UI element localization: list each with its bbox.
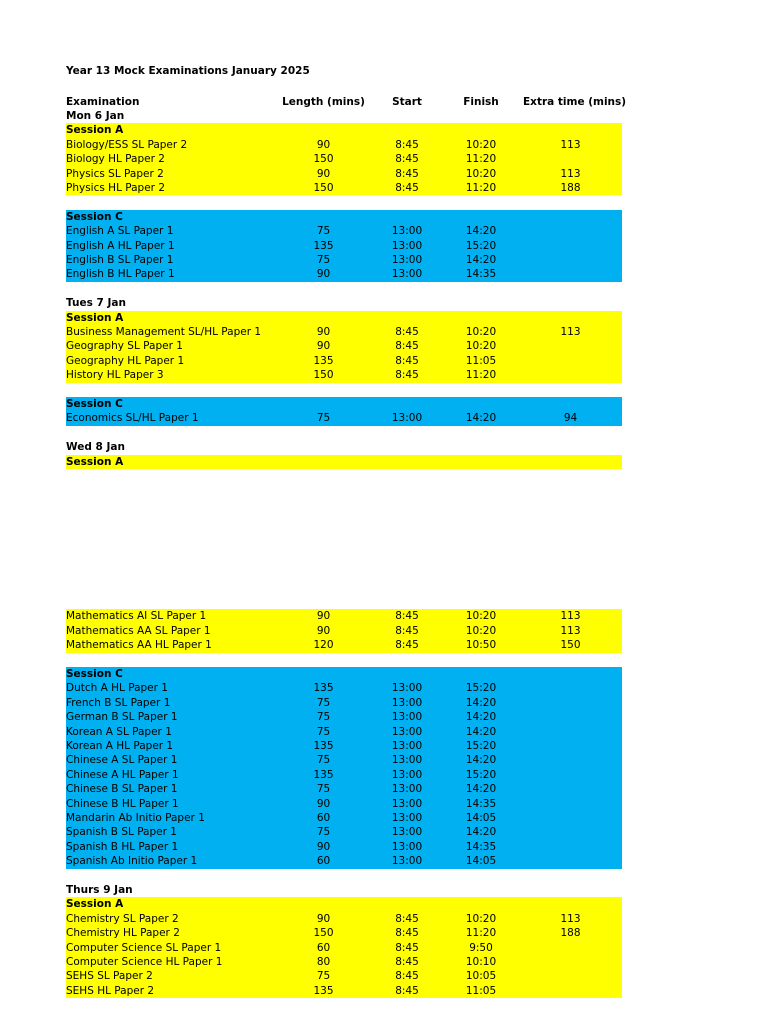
exam-finish: 10:20 (465, 610, 497, 623)
exam-extra-time: 113 (560, 912, 581, 925)
exam-row (66, 624, 622, 638)
exam-row (66, 239, 622, 253)
exam-row (66, 354, 622, 368)
exam-length: 135 (313, 984, 334, 997)
exam-row (66, 984, 622, 998)
exam-row (66, 696, 622, 710)
exam-finish: 15:20 (465, 239, 497, 252)
exam-start: 13:00 (391, 254, 423, 266)
exam-name: Spanish B SL Paper 1 (66, 826, 177, 839)
exam-start: 13:00 (391, 768, 423, 781)
exam-row (66, 926, 622, 940)
exam-row (66, 267, 622, 281)
exam-start: 8:45 (395, 970, 419, 983)
exam-name: History HL Paper 3 (66, 369, 164, 382)
exam-start: 13:00 (391, 754, 423, 767)
day-label: Mon 6 Jan (66, 110, 125, 122)
exam-start: 8:45 (395, 182, 419, 194)
exam-length: 90 (316, 340, 331, 353)
session-heading (66, 667, 622, 681)
exam-start: 8:45 (395, 956, 419, 968)
exam-start: 8:45 (395, 354, 419, 367)
exam-row (66, 753, 622, 767)
exam-name: Korean A SL Paper 1 (66, 725, 172, 738)
exam-finish: 11:05 (465, 354, 497, 367)
exam-finish: 14:35 (465, 840, 497, 853)
exam-length: 90 (316, 797, 331, 810)
exam-row (66, 638, 622, 652)
exam-start: 8:45 (395, 138, 419, 151)
exam-finish: 10:05 (465, 970, 497, 983)
exam-row (66, 609, 622, 623)
exam-finish: 10:50 (465, 639, 497, 652)
exam-row (66, 941, 622, 955)
exam-length: 120 (313, 639, 334, 652)
exam-finish: 10:20 (465, 340, 497, 353)
exam-row (66, 782, 622, 796)
exam-length: 150 (313, 153, 334, 166)
exam-extra-time: 113 (560, 624, 581, 637)
exam-start: 8:45 (395, 153, 419, 166)
exam-length: 90 (316, 840, 331, 853)
exam-start: 13:00 (391, 725, 423, 738)
exam-length: 135 (313, 682, 334, 695)
exam-length: 90 (316, 624, 331, 637)
exam-name: Geography HL Paper 1 (66, 354, 185, 367)
session-heading (66, 455, 622, 469)
exam-finish: 14:20 (465, 754, 497, 767)
exam-row (66, 710, 622, 724)
exam-finish: 14:20 (465, 725, 497, 738)
exam-length: 75 (316, 225, 331, 238)
exam-length: 90 (316, 138, 331, 151)
exam-name: Chinese B SL Paper 1 (66, 783, 178, 796)
day-heading (66, 109, 622, 123)
exam-row (66, 181, 622, 195)
exam-row (66, 167, 622, 181)
exam-name: Chinese B HL Paper 1 (66, 797, 179, 810)
day-heading (66, 440, 622, 454)
exam-finish: 14:20 (465, 696, 497, 709)
exam-start: 8:45 (395, 326, 419, 338)
exam-name: Mathematics AI SL Paper 1 (66, 610, 207, 623)
exam-start: 13:00 (391, 682, 423, 695)
exam-start: 13:00 (391, 696, 423, 709)
session-label: Session A (66, 455, 124, 468)
day-label: Thurs 9 Jan (66, 884, 133, 896)
exam-name: Chemistry SL Paper 2 (66, 912, 179, 925)
exam-length: 90 (316, 326, 331, 338)
exam-finish: 9:50 (469, 941, 493, 954)
exam-length: 60 (316, 941, 331, 954)
exam-start: 13:00 (391, 239, 423, 252)
exam-start: 8:45 (395, 610, 419, 623)
exam-start: 8:45 (395, 912, 419, 925)
session-label: Session A (66, 898, 124, 911)
exam-row (66, 912, 622, 926)
exam-finish: 14:35 (465, 797, 497, 810)
exam-start: 13:00 (391, 412, 423, 425)
exam-start: 13:00 (391, 840, 423, 853)
exam-name: Geography SL Paper 1 (66, 340, 183, 353)
exam-extra-time: 188 (560, 927, 581, 940)
header-start: Start (392, 95, 422, 108)
exam-length: 75 (316, 711, 331, 724)
exam-start: 13:00 (391, 268, 423, 281)
exam-length: 60 (316, 855, 331, 868)
exam-length: 75 (316, 254, 331, 266)
exam-extra-time: 113 (560, 167, 581, 180)
exam-start: 13:00 (391, 797, 423, 810)
exam-length: 150 (313, 927, 334, 940)
exam-name: Business Management SL/HL Paper 1 (66, 326, 262, 338)
exam-length: 135 (313, 740, 334, 752)
exam-length: 80 (316, 956, 331, 968)
exam-row (66, 368, 622, 382)
exam-name: German B SL Paper 1 (66, 711, 178, 724)
exam-start: 8:45 (395, 639, 419, 652)
exam-extra-time: 113 (560, 326, 581, 338)
header-finish: Finish (463, 95, 499, 108)
exam-start: 8:45 (395, 369, 419, 382)
exam-name: Mandarin Ab Initio Paper 1 (66, 812, 205, 824)
exam-finish: 14:20 (465, 783, 497, 796)
exam-finish: 10:20 (465, 624, 497, 637)
exam-name: Mathematics AA SL Paper 1 (66, 624, 211, 637)
exam-length: 75 (316, 696, 331, 709)
exam-length: 150 (313, 182, 334, 194)
exam-row (66, 854, 622, 868)
exam-row (66, 253, 622, 267)
exam-finish: 15:20 (465, 740, 497, 752)
exam-length: 135 (313, 768, 334, 781)
header-examination: Examination (66, 95, 140, 108)
exam-extra-time: 150 (560, 639, 581, 652)
exam-row (66, 411, 622, 425)
exam-name: SEHS SL Paper 2 (66, 970, 153, 983)
exam-name: Computer Science SL Paper 1 (66, 941, 222, 954)
session-label: Session A (66, 311, 124, 324)
exam-name: Chinese A SL Paper 1 (66, 754, 178, 767)
exam-row (66, 339, 622, 353)
exam-name: English B HL Paper 1 (66, 268, 175, 281)
exam-name: Dutch A HL Paper 1 (66, 682, 168, 695)
exam-length: 75 (316, 412, 331, 425)
exam-start: 13:00 (391, 225, 423, 238)
exam-finish: 10:20 (465, 912, 497, 925)
exam-start: 8:45 (395, 340, 419, 353)
exam-finish: 11:20 (465, 927, 497, 940)
exam-row (66, 768, 622, 782)
exam-extra-time: 113 (560, 610, 581, 623)
exam-length: 135 (313, 354, 334, 367)
exam-row (66, 725, 622, 739)
exam-start: 8:45 (395, 167, 419, 180)
exam-name: Physics HL Paper 2 (66, 182, 166, 194)
exam-finish: 14:05 (465, 855, 497, 868)
exam-length: 90 (316, 167, 331, 180)
exam-row (66, 955, 622, 969)
exam-extra-time: 113 (560, 138, 581, 151)
exam-name: Biology HL Paper 2 (66, 153, 165, 166)
exam-finish: 11:20 (465, 182, 497, 194)
exam-finish: 10:20 (465, 167, 497, 180)
exam-finish: 14:20 (465, 711, 497, 724)
exam-finish: 15:20 (465, 768, 497, 781)
exam-name: Chemistry HL Paper 2 (66, 927, 180, 940)
exam-length: 75 (316, 783, 331, 796)
exam-length: 135 (313, 239, 334, 252)
exam-name: English A SL Paper 1 (66, 225, 174, 238)
exam-name: SEHS HL Paper 2 (66, 984, 155, 997)
session-heading (66, 311, 622, 325)
header-extra-time: Extra time (mins) (523, 95, 627, 108)
exam-finish: 10:10 (465, 956, 497, 968)
exam-length: 90 (316, 912, 331, 925)
exam-length: 75 (316, 754, 331, 767)
exam-name: English A HL Paper 1 (66, 239, 175, 252)
exam-finish: 14:20 (465, 225, 497, 238)
exam-row (66, 325, 622, 339)
session-label: Session C (66, 398, 123, 410)
exam-start: 13:00 (391, 855, 423, 868)
exam-extra-time: 94 (563, 412, 578, 425)
session-heading (66, 897, 622, 911)
exam-row (66, 681, 622, 695)
exam-row (66, 138, 622, 152)
session-heading (66, 397, 622, 411)
session-label: Session C (66, 210, 123, 223)
exam-name: Biology/ESS SL Paper 2 (66, 138, 188, 151)
exam-length: 75 (316, 970, 331, 983)
header-length: Length (mins) (282, 95, 365, 108)
day-label: Tues 7 Jan (66, 297, 126, 310)
exam-length: 90 (316, 610, 331, 623)
header-row (66, 95, 627, 109)
exam-finish: 11:20 (465, 369, 497, 382)
exam-length: 90 (316, 268, 331, 281)
exam-name: Spanish Ab Initio Paper 1 (66, 855, 198, 868)
exam-row (66, 739, 622, 753)
exam-row (66, 825, 622, 839)
session-heading (66, 210, 622, 224)
day-label: Wed 8 Jan (66, 441, 125, 454)
exam-finish: 14:05 (465, 812, 497, 824)
exam-row (66, 152, 622, 166)
exam-finish: 10:20 (465, 326, 497, 338)
exam-name: Computer Science HL Paper 1 (66, 956, 223, 968)
exam-row (66, 969, 622, 983)
exam-start: 13:00 (391, 826, 423, 839)
exam-name: Physics SL Paper 2 (66, 167, 164, 180)
exam-row (66, 797, 622, 811)
exam-finish: 11:05 (465, 984, 497, 997)
exam-finish: 10:20 (465, 138, 497, 151)
exam-name: Chinese A HL Paper 1 (66, 768, 179, 781)
exam-name: French B SL Paper 1 (66, 696, 171, 709)
exam-name: Spanish B HL Paper 1 (66, 840, 179, 853)
exam-finish: 15:20 (465, 682, 497, 695)
exam-finish: 11:20 (465, 153, 497, 166)
session-heading (66, 123, 622, 137)
session-label: Session C (66, 668, 123, 680)
exam-start: 13:00 (391, 711, 423, 724)
exam-finish: 14:35 (465, 268, 497, 281)
exam-start: 13:00 (391, 783, 423, 796)
day-heading (66, 883, 622, 897)
exam-start: 8:45 (395, 941, 419, 954)
exam-row (66, 811, 622, 825)
exam-finish: 14:20 (465, 254, 497, 266)
exam-length: 150 (313, 369, 334, 382)
exam-row (66, 840, 622, 854)
exam-start: 8:45 (395, 984, 419, 997)
exam-length: 75 (316, 725, 331, 738)
exam-start: 13:00 (391, 740, 423, 752)
exam-start: 8:45 (395, 927, 419, 940)
exam-start: 8:45 (395, 624, 419, 637)
exam-length: 60 (316, 812, 331, 824)
exam-name: Economics SL/HL Paper 1 (66, 412, 199, 425)
exam-row (66, 224, 622, 238)
exam-name: Mathematics AA HL Paper 1 (66, 639, 212, 652)
exam-name: Korean A HL Paper 1 (66, 740, 174, 752)
day-heading (66, 296, 622, 310)
exam-extra-time: 188 (560, 182, 581, 194)
exam-finish: 14:20 (465, 412, 497, 425)
exam-length: 75 (316, 826, 331, 839)
session-label: Session A (66, 124, 124, 137)
exam-start: 13:00 (391, 812, 423, 824)
exam-name: English B SL Paper 1 (66, 254, 174, 266)
exam-finish: 14:20 (465, 826, 497, 839)
page-title: Year 13 Mock Examinations January 2025 (66, 65, 310, 77)
